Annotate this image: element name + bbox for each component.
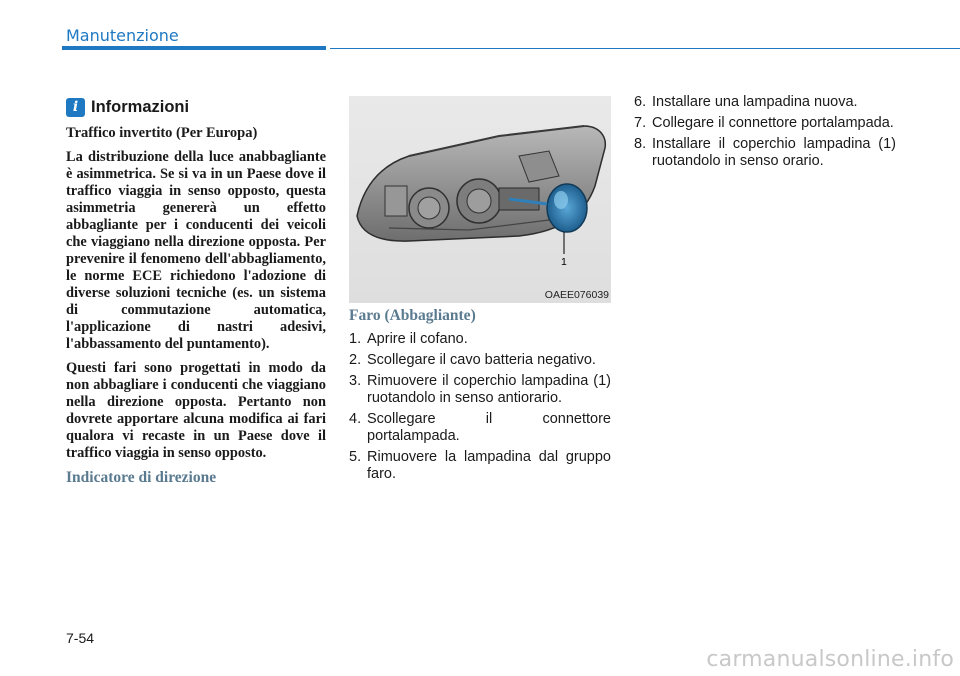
figure-callout: 1: [561, 256, 567, 268]
headlamp-figure: [349, 96, 611, 303]
header-rule-thick: [62, 46, 326, 50]
step-item: 1. Aprire il cofano.: [349, 331, 468, 347]
step-item: 8. Installare il coperchio lampadina (1) ruotandolo in senso orario.: [634, 136, 896, 169]
faro-steps-column-1: [349, 307, 611, 487]
info-icon: i: [66, 98, 85, 117]
step-item: 4. Scollegare il connettore portalampada.: [349, 411, 611, 444]
page-number: 7-54: [66, 630, 95, 646]
headlamp-illustration: [349, 96, 611, 303]
info-paragraph-2: Questi fari sono progettati in modo da non abbagliare i conducenti che viaggiano nella direzione opposta. Pertanto non dovrete apportare alcuna modifica ai fari qualora vi recaste in un Paese dove il traffico viaggia in senso opposto.: [66, 360, 326, 461]
step-item: 5. Rimuovere la lampadina dal gruppo faro.: [349, 449, 611, 482]
info-header: [66, 96, 326, 118]
info-title: Informazioni: [91, 97, 190, 116]
info-paragraph-1: La distribuzione della luce anabbagliante è asimmetrica. Se si va in un Paese dove il traffico viaggia in senso opposto, questa asimmetria genererà un effetto abbagliante per i conducenti dei veicoli che viaggiano nella direzione opposta. Per prevenire il fenomeno dell'abbagliamento, le norme ECE richiedono l'adozione di diverse soluzioni tecniche (es. un sistema di commutazione automatica, l'applicazione di nastri adesivi, l'abbassamento del puntamento).: [66, 149, 326, 352]
info-subhead: Traffico invertito (Per Europa): [66, 125, 258, 141]
watermark: carmanualsonline.info: [706, 647, 954, 672]
section-title: Manutenzione: [66, 26, 179, 45]
step-item: 3. Rimuovere il coperchio lampadina (1) ruotandolo in senso antiorario.: [349, 373, 611, 406]
faro-heading: Faro (Abbagliante): [349, 307, 476, 324]
header-rule-thin: [330, 48, 960, 49]
indicator-heading: Indicatore di direzione: [66, 469, 217, 486]
step-item: 2. Scollegare il cavo batteria negativo.: [349, 352, 596, 368]
step-item: 7. Collegare il connettore portalampada.: [634, 115, 894, 131]
faro-steps-column-2: [634, 94, 896, 174]
info-column: [66, 96, 326, 487]
figure-code: OAEE076039: [544, 289, 609, 301]
step-item: 6. Installare una lampadina nuova.: [634, 94, 858, 110]
